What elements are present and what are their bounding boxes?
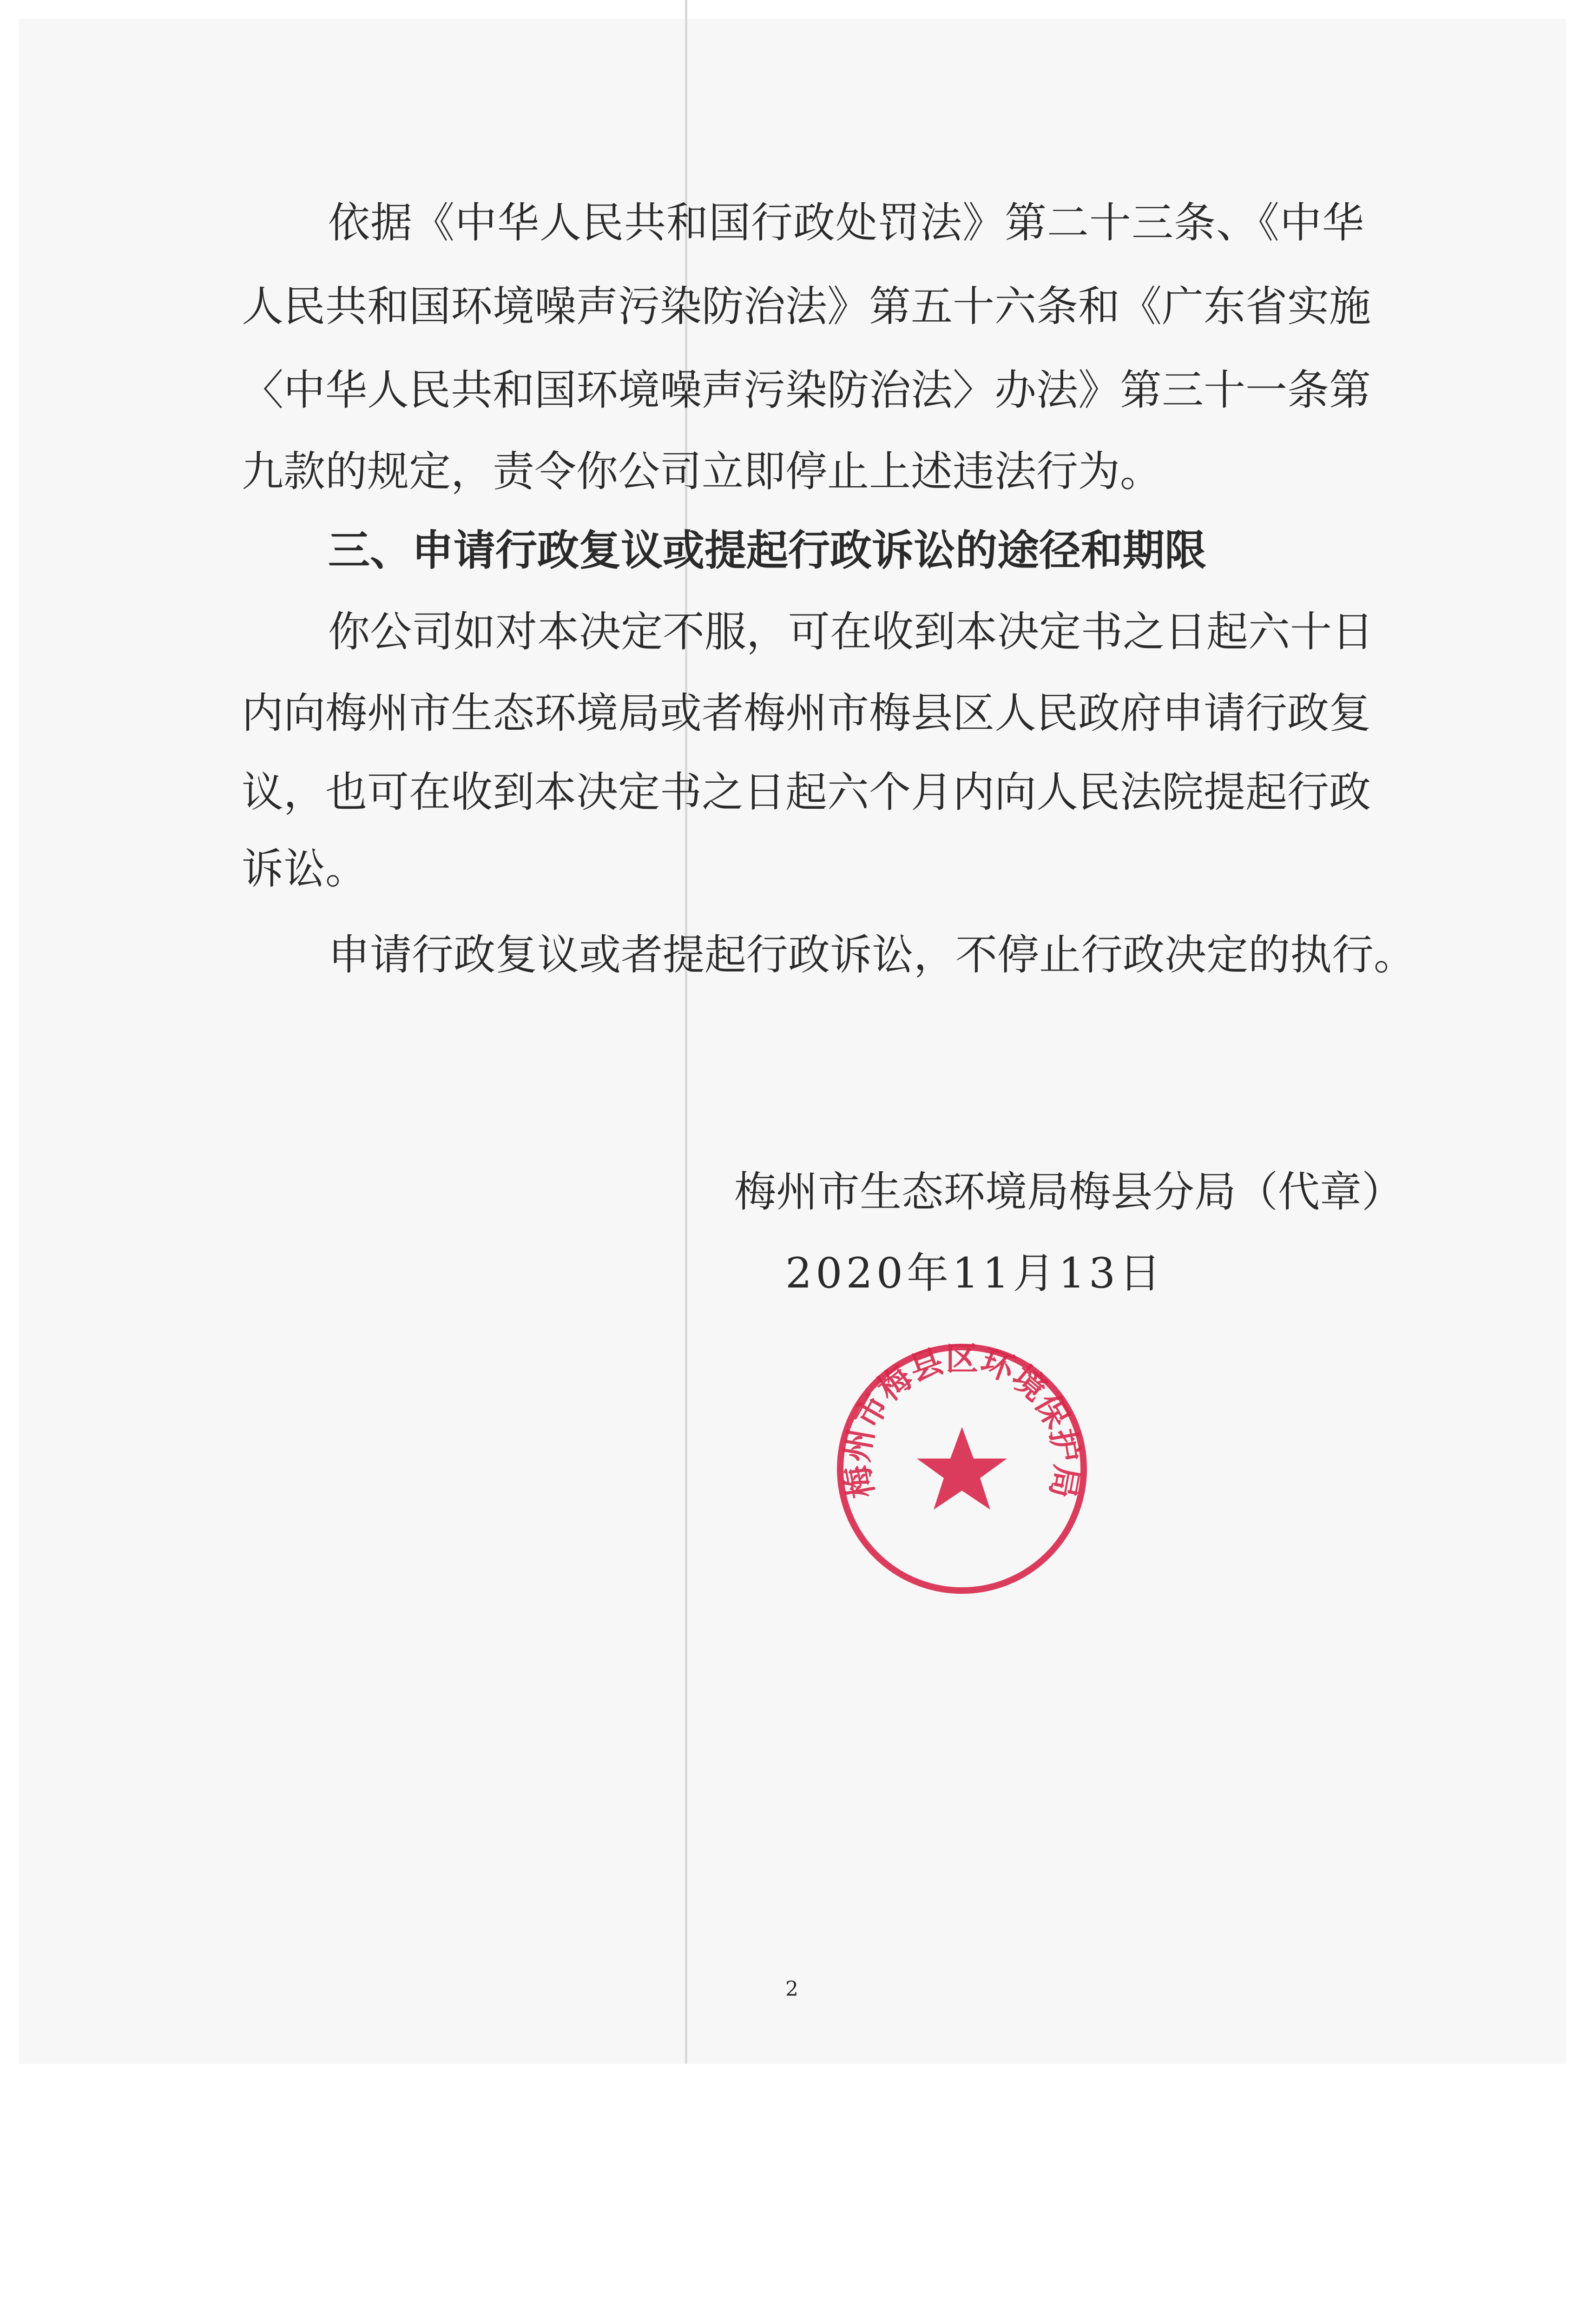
paragraph1-line1: 依据《中华人民共和国行政处罚法》第二十三条、《中华 (328, 198, 1364, 247)
paragraph1-line2: 人民共和国环境噪声污染防治法》第五十六条和《广东省实施 (242, 282, 1371, 331)
paragraph2-line4: 诉讼。 (242, 845, 367, 893)
paragraph2-line2: 内向梅州市生态环境局或者梅州市梅县区人民政府申请行政复 (242, 689, 1371, 738)
signature-issuer: 梅州市生态环境局梅县分局（代章） (734, 1168, 1403, 1216)
paragraph1-line4: 九款的规定，责令你公司立即停止上述违法行为。 (242, 447, 1162, 496)
official-seal-stamp (832, 1339, 1092, 1599)
page-number: 2 (785, 1977, 798, 2001)
paragraph2-line1: 你公司如对本决定不服，可在收到本决定书之日起六十日 (328, 607, 1374, 656)
star-icon (917, 1427, 1007, 1510)
signature-date: 2020年11月13日 (785, 1249, 1165, 1298)
stamp-text: 梅州市梅县区环境保护局 (837, 1339, 1087, 1501)
paragraph1-line3: 〈中华人民共和国环境噪声污染防治法〉办法》第三十一条第 (242, 366, 1371, 415)
paragraph3: 申请行政复议或者提起行政诉讼，不停止行政决定的执行。 (328, 931, 1415, 979)
paragraph2-line3: 议，也可在收到本决定书之日起六个月内向人民法院提起行政 (242, 768, 1371, 817)
section3-heading: 三、申请行政复议或提起行政诉讼的途径和期限 (328, 526, 1206, 575)
